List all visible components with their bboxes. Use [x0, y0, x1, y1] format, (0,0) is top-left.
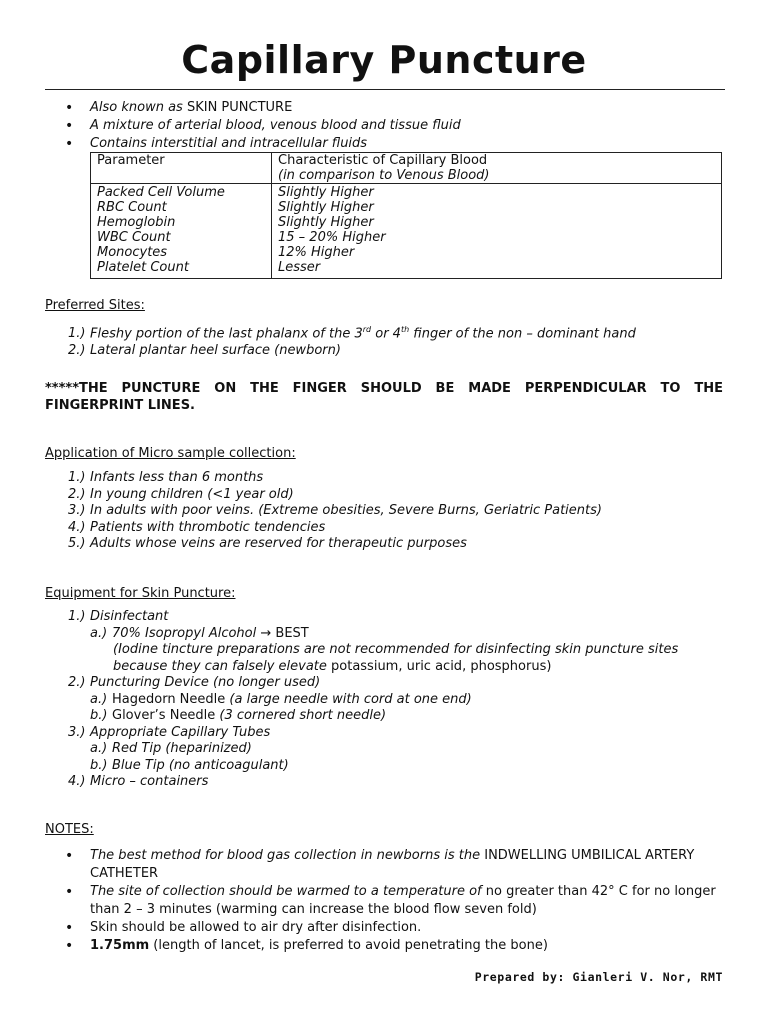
title-divider [45, 89, 725, 90]
list-item: 1.) Disinfectant [68, 609, 169, 624]
prepared-by: Prepared by: Gianleri V. Nor, RMT [474, 970, 723, 984]
list-item: b.) Glover’s Needle (3 cornered short needle) [90, 708, 387, 723]
preferred-sites-list [68, 322, 636, 359]
arrow-icon: → [260, 625, 272, 641]
list-item: 4.) Patients with thrombotic tendencies [68, 519, 326, 535]
list-item: 3.) In adults with poor veins. (Extreme obesities, Severe Burns, Geriatric Patients) [68, 503, 602, 518]
table-cell: Packed Cell Volume RBC Count Hemoglobin WBC Count Monocytes Platelet Count [91, 184, 272, 279]
list-item: a.) Red Tip (heparinized) [90, 741, 252, 756]
list-item: • Also known as SKIN PUNCTURE [45, 99, 461, 117]
application-heading: Application of Micro sample collection: [45, 446, 296, 461]
intro-list [45, 99, 461, 153]
warning-note: *****THE PUNCTURE ON THE FINGER SHOULD BE MADE PERPENDICULAR TO THE FINGERPRINT LINES. [45, 381, 723, 413]
list-item: • Contains interstitial and intracellular fluids [45, 135, 461, 153]
list-item: • The best method for blood gas collection in newborns is the INDWELLING UMBILICAL ARTERY CATHETER [45, 847, 723, 883]
page-title: Capillary Puncture [181, 38, 587, 82]
equipment-heading: Equipment for Skin Puncture: [45, 586, 236, 601]
list-item: 4.) Micro – containers [68, 774, 209, 789]
equipment-list [68, 609, 723, 791]
table-row [91, 184, 722, 279]
list-item: • Skin should be allowed to air dry after disinfection. [45, 919, 723, 937]
list-item: • The site of collection should be warmed to a temperature of no greater than 42° C for no longer than 2 – 3 minutes (warming can increase the blood flow seven fold) [45, 883, 723, 919]
list-item: because they can falsely elevate potassium, uric acid, phosphorus) [113, 658, 552, 674]
list-item: b.) Blue Tip (no anticoagulant) [90, 757, 289, 773]
list-item: 1.) Fleshy portion of the last phalanx of the 3rd or 4th finger of the non – dominant hand [68, 325, 636, 342]
list-item: • A mixture of arterial blood, venous blood and tissue fluid [45, 117, 461, 135]
list-item: a.) 70% Isopropyl Alcohol → BEST [90, 625, 309, 641]
table-header-row [91, 153, 722, 184]
notes-heading: NOTES: [45, 822, 94, 837]
list-item: 2.) Lateral plantar heel surface (newborn) [68, 342, 341, 358]
table-header-cell: Parameter [91, 153, 272, 184]
list-item: 1.) Infants less than 6 months [68, 470, 264, 485]
list-item: a.) Hagedorn Needle (a large needle with cord at one end) [90, 691, 472, 707]
preferred-sites-heading: Preferred Sites: [45, 298, 145, 313]
list-item: 3.) Appropriate Capillary Tubes [68, 724, 271, 740]
list-item: • 1.75mm (length of lancet, is preferred to avoid penetrating the bone) [45, 937, 723, 955]
notes-list [45, 847, 723, 955]
parameter-table [90, 152, 722, 279]
table-cell: Slightly Higher Slightly Higher Slightly Higher 15 – 20% Higher 12% Higher Lesser [272, 184, 722, 279]
table-header-cell: Characteristic of Capillary Blood (in comparison to Venous Blood) [272, 153, 722, 184]
list-item: 2.) Puncturing Device (no longer used) [68, 675, 321, 690]
list-item: 5.) Adults whose veins are reserved for therapeutic purposes [68, 536, 467, 551]
application-list [68, 470, 602, 553]
list-item: (Iodine tincture preparations are not recommended for disinfecting skin puncture sites [113, 642, 679, 657]
list-item: 2.) In young children (<1 year old) [68, 486, 294, 502]
